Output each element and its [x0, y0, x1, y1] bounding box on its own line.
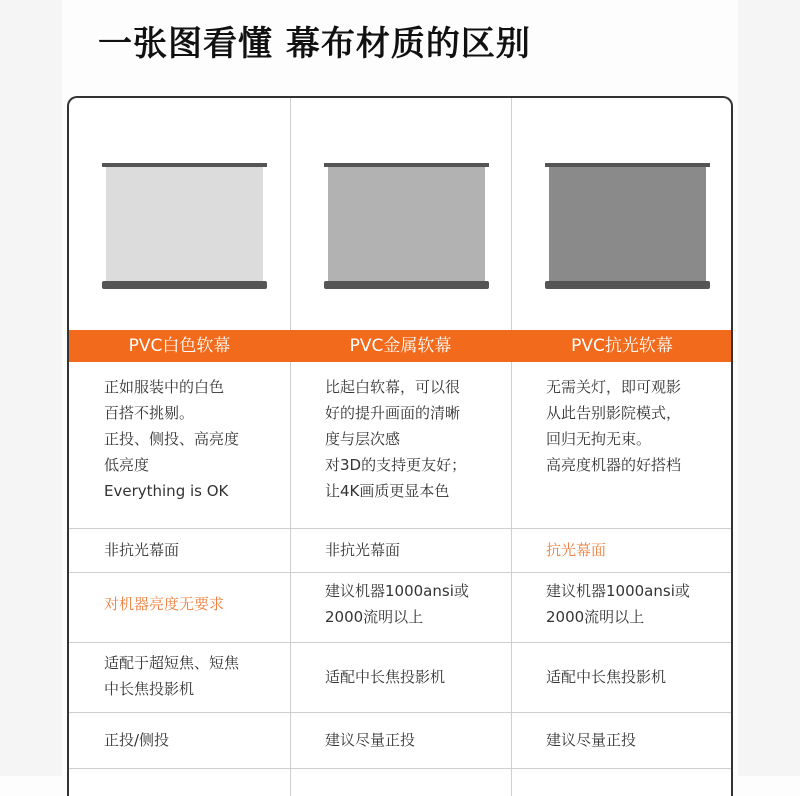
- material-header-band: [69, 330, 731, 362]
- column-label-metal: PVC金属软幕: [349, 336, 452, 356]
- cell-antilight-metal: 非抗光幕面: [325, 541, 401, 559]
- row-divider: [69, 642, 731, 643]
- white-screen-illustration: [102, 163, 267, 295]
- cell-throw-metal: 适配中长焦投影机: [325, 668, 446, 686]
- cell-direction-alr: 建议尽量正投: [546, 731, 637, 749]
- column-divider: [290, 98, 291, 796]
- cell-direction-white: 正投/侧投: [104, 731, 170, 749]
- cell-brightness-white: 对机器亮度无要求: [104, 595, 225, 613]
- metal-screen-illustration: [324, 163, 489, 295]
- row-divider: [69, 712, 731, 713]
- left-margin: [0, 0, 62, 776]
- column-label-alr: PVC抗光软幕: [571, 336, 673, 356]
- description-white: 正如服装中的白色 百搭不挑剔。 正投、侧投、高亮度 低亮度 Everything is OK: [104, 378, 240, 500]
- screen-surface-metal: [328, 167, 485, 281]
- row-divider: [69, 572, 731, 573]
- alr-screen-illustration: [545, 163, 710, 295]
- comparison-table: [67, 96, 733, 796]
- description-metal: 比起白软幕，可以很 好的提升画面的清晰 度与层次感 对3D的支持更友好； 让4K画质更显本色: [325, 378, 467, 500]
- screen-surface-alr: [549, 167, 706, 281]
- cell-brightness-alr: 建议机器1000ansi或 2000流明以上: [546, 582, 690, 626]
- row-divider: [69, 768, 731, 769]
- description-alr: 无需关灯，即可观影 从此告别影院模式， 回归无拘无束。 高亮度机器的好搭档: [546, 378, 682, 474]
- cell-throw-alr: 适配中长焦投影机: [546, 668, 667, 686]
- cell-antilight-alr: 抗光幕面: [546, 541, 607, 559]
- row-divider: [69, 528, 731, 529]
- cell-brightness-metal: 建议机器1000ansi或 2000流明以上: [325, 582, 469, 626]
- right-margin: [738, 0, 800, 776]
- screen-surface-white: [106, 167, 263, 281]
- cell-antilight-white: 非抗光幕面: [104, 541, 180, 559]
- column-divider: [511, 98, 512, 796]
- cell-throw-white: 适配于超短焦、短焦 中长焦投影机: [104, 654, 240, 698]
- column-label-white: PVC白色软幕: [128, 336, 231, 356]
- page-title: 一张图看懂 幕布材质的区别: [98, 24, 531, 64]
- cell-direction-metal: 建议尽量正投: [325, 731, 416, 749]
